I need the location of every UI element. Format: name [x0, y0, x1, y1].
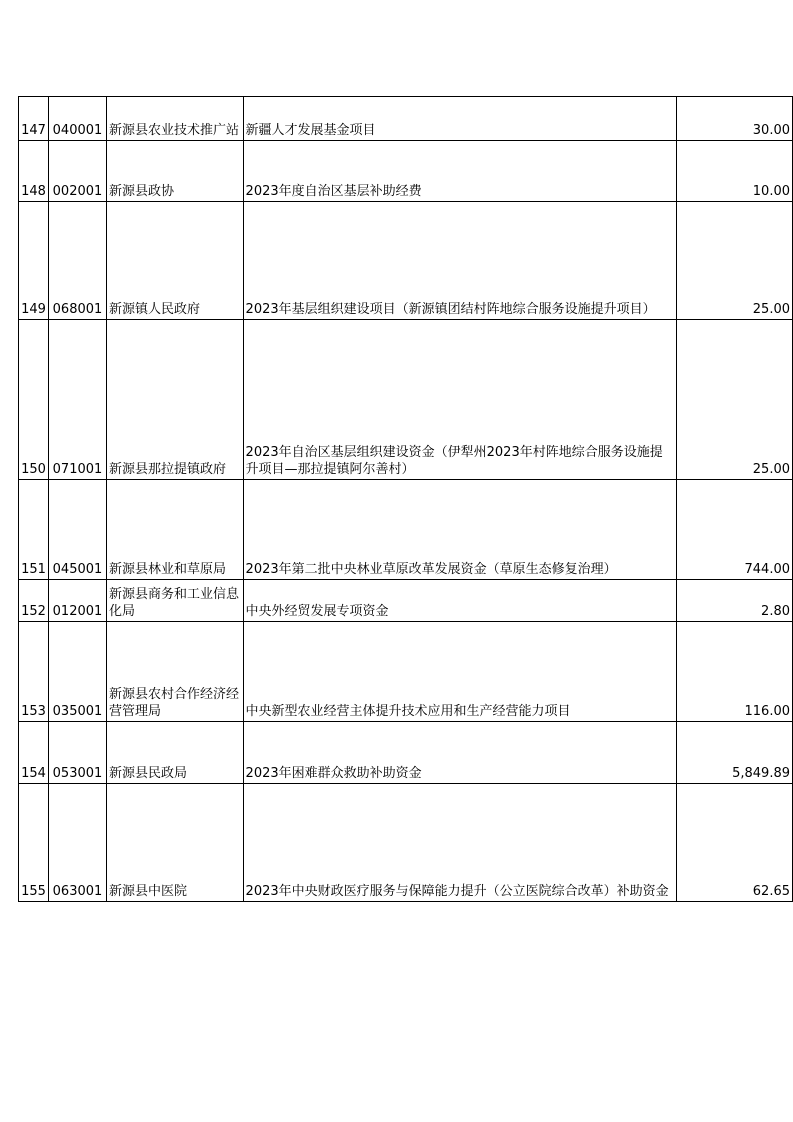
- project-name: 2023年困难群众救助补助资金: [243, 722, 677, 784]
- unit-code: 045001: [48, 480, 106, 580]
- amount: 10.00: [677, 141, 793, 202]
- unit-code: 053001: [48, 722, 106, 784]
- project-name: 2023年中央财政医疗服务与保障能力提升（公立医院综合改革）补助资金: [243, 784, 677, 902]
- row-number: 148: [19, 141, 49, 202]
- row-number: 150: [19, 320, 49, 480]
- project-name: 2023年自治区基层组织建设资金（伊犁州2023年村阵地综合服务设施提升项目—那拉提镇阿尔善村）: [243, 320, 677, 480]
- unit-name: 新源县农村合作经济经营管理局: [106, 622, 243, 722]
- unit-name: 新源县商务和工业信息化局: [106, 580, 243, 622]
- table-row: [19, 141, 793, 202]
- amount: 25.00: [677, 202, 793, 320]
- unit-name: 新源县农业技术推广站: [106, 97, 243, 141]
- project-name: 中央外经贸发展专项资金: [243, 580, 677, 622]
- unit-code: 063001: [48, 784, 106, 902]
- amount: 5,849.89: [677, 722, 793, 784]
- amount: 62.65: [677, 784, 793, 902]
- unit-name: 新源县那拉提镇政府: [106, 320, 243, 480]
- amount: 30.00: [677, 97, 793, 141]
- table-row: [19, 320, 793, 480]
- unit-code: 002001: [48, 141, 106, 202]
- unit-code: 068001: [48, 202, 106, 320]
- amount: 25.00: [677, 320, 793, 480]
- table-row: [19, 622, 793, 722]
- project-name: 2023年度自治区基层补助经费: [243, 141, 677, 202]
- unit-name: 新源镇人民政府: [106, 202, 243, 320]
- row-number: 152: [19, 580, 49, 622]
- unit-code: 035001: [48, 622, 106, 722]
- table-row: [19, 202, 793, 320]
- table-row: [19, 97, 793, 141]
- row-number: 154: [19, 722, 49, 784]
- amount: 744.00: [677, 480, 793, 580]
- unit-code: 071001: [48, 320, 106, 480]
- row-number: 155: [19, 784, 49, 902]
- unit-name: 新源县政协: [106, 141, 243, 202]
- unit-code: 012001: [48, 580, 106, 622]
- unit-name: 新源县林业和草原局: [106, 480, 243, 580]
- table-row: [19, 480, 793, 580]
- unit-code: 040001: [48, 97, 106, 141]
- budget-table: [18, 96, 793, 902]
- row-number: 151: [19, 480, 49, 580]
- project-name: 2023年基层组织建设项目（新源镇团结村阵地综合服务设施提升项目）: [243, 202, 677, 320]
- project-name: 2023年第二批中央林业草原改革发展资金（草原生态修复治理）: [243, 480, 677, 580]
- unit-name: 新源县中医院: [106, 784, 243, 902]
- project-name: 中央新型农业经营主体提升技术应用和生产经营能力项目: [243, 622, 677, 722]
- table-row: [19, 784, 793, 902]
- row-number: 147: [19, 97, 49, 141]
- amount: 116.00: [677, 622, 793, 722]
- table-row: [19, 722, 793, 784]
- amount: 2.80: [677, 580, 793, 622]
- table-row: [19, 580, 793, 622]
- row-number: 153: [19, 622, 49, 722]
- unit-name: 新源县民政局: [106, 722, 243, 784]
- project-name: 新疆人才发展基金项目: [243, 97, 677, 141]
- row-number: 149: [19, 202, 49, 320]
